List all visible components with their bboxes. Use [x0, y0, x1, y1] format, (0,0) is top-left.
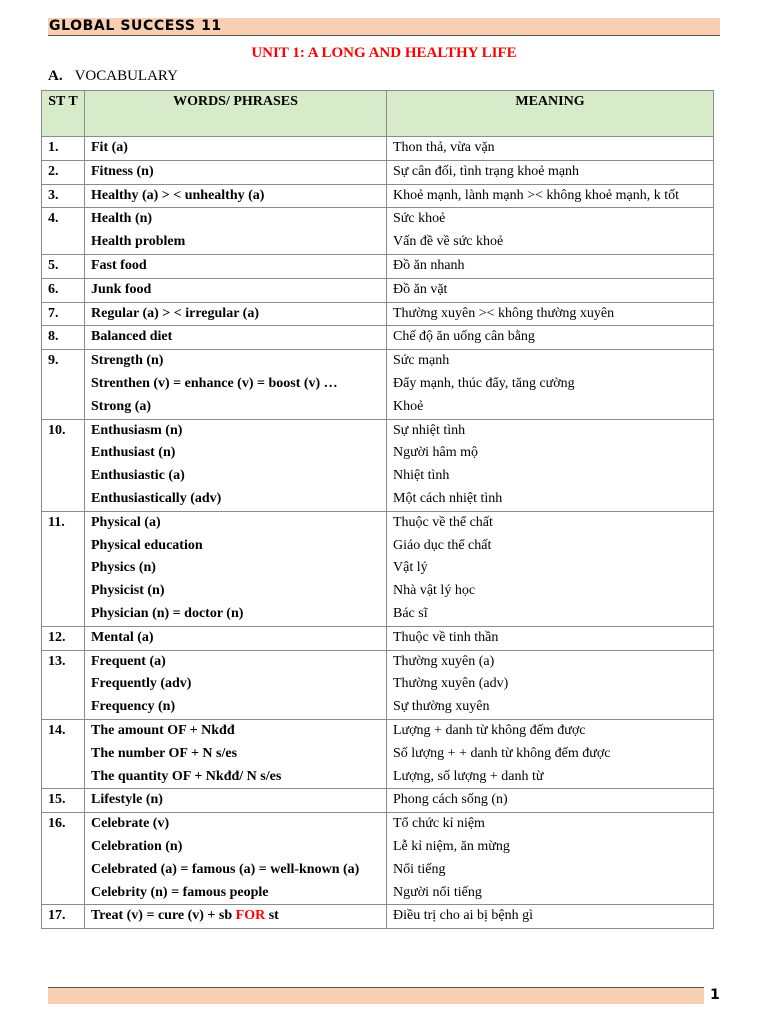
word-line: Physicist (n) — [91, 583, 165, 599]
row-meaning — [387, 326, 714, 350]
table-header-row — [42, 91, 714, 137]
section-letter: A. — [48, 68, 63, 84]
row-number: 12. — [42, 626, 85, 650]
row-number: 10. — [42, 419, 85, 511]
row-number: 6. — [42, 278, 85, 302]
word-line: Health problem — [91, 234, 186, 250]
meaning-line: Nhà vật lý học — [393, 583, 476, 599]
word-line: Celebrity (n) = famous people — [91, 884, 269, 900]
table-row — [42, 278, 714, 302]
word-line: Physics (n) — [91, 560, 156, 576]
row-number: 17. — [42, 905, 85, 929]
meaning-line: Giáo dục thể chất — [393, 537, 492, 553]
word-line: Celebrated (a) = famous (a) = well-known (a) — [91, 861, 360, 877]
meaning-line: Lễ kỉ niệm, ăn mừng — [393, 838, 510, 854]
row-number: 8. — [42, 326, 85, 350]
row-number: 2. — [42, 160, 85, 184]
meaning-line: Sự thường xuyên — [393, 699, 490, 715]
vocabulary-table — [41, 90, 714, 929]
meaning-line: Nhiệt tình — [393, 468, 450, 484]
row-number: 9. — [42, 350, 85, 419]
row-words — [85, 626, 387, 650]
row-meaning — [387, 350, 714, 419]
word-line: The amount OF + Nkđđ — [91, 722, 235, 738]
row-words — [85, 302, 387, 326]
word-line: Lifestyle (n) — [91, 792, 163, 808]
table-row — [42, 302, 714, 326]
table-row — [42, 160, 714, 184]
meaning-line: Nổi tiếng — [393, 861, 446, 877]
row-number: 16. — [42, 813, 85, 905]
meaning-line: Đồ ăn vặt — [393, 281, 448, 297]
word-line: Balanced diet — [91, 329, 173, 345]
row-meaning — [387, 254, 714, 278]
meaning-line: Số lượng + + danh từ không đếm được — [393, 745, 611, 761]
row-number: 7. — [42, 302, 85, 326]
meaning-line: Người nổi tiếng — [393, 884, 482, 900]
table-row — [42, 789, 714, 813]
meaning-line: Phong cách sống (n) — [393, 792, 508, 808]
row-meaning — [387, 626, 714, 650]
row-words — [85, 511, 387, 626]
row-number: 14. — [42, 719, 85, 788]
header-title: GLOBAL SUCCESS 11 — [49, 18, 222, 34]
row-number: 13. — [42, 650, 85, 719]
meaning-line: Bác sĩ — [393, 605, 428, 621]
meaning-line: Đồ ăn nhanh — [393, 257, 465, 273]
meaning-line: Sự nhiệt tình — [393, 422, 466, 438]
row-meaning — [387, 719, 714, 788]
row-number: 11. — [42, 511, 85, 626]
row-number: 4. — [42, 208, 85, 255]
unit-title: UNIT 1: A LONG AND HEALTHY LIFE — [251, 45, 517, 61]
row-meaning — [387, 137, 714, 161]
row-number: 15. — [42, 789, 85, 813]
row-words — [85, 278, 387, 302]
row-meaning — [387, 184, 714, 208]
word-line: Fit (a) — [91, 140, 128, 155]
meaning-line: Chế độ ăn uống cân bằng — [393, 329, 535, 345]
row-words — [85, 813, 387, 905]
word-text: Treat (v) = cure (v) + sb — [91, 908, 236, 924]
footer-band — [48, 987, 704, 1004]
row-words — [85, 208, 387, 255]
word-line: Frequent (a) — [91, 653, 166, 669]
section-label: VOCABULARY — [74, 68, 178, 84]
word-line: Healthy (a) > < unhealthy (a) — [91, 187, 265, 203]
table-row — [42, 419, 714, 511]
word-line: Physical education — [91, 537, 203, 553]
table-row — [42, 137, 714, 161]
meaning-line: Thuộc về tinh thần — [393, 629, 499, 645]
row-words — [85, 137, 387, 161]
row-meaning: Điều trị cho ai bị bệnh gì — [387, 905, 714, 929]
row-meaning — [387, 278, 714, 302]
header-meaning: MEANING — [387, 91, 714, 137]
meaning-line: Thường xuyên >< không thường xuyên — [393, 305, 615, 321]
word-highlight: FOR — [235, 908, 266, 924]
table-row — [42, 184, 714, 208]
meaning-line: Đẩy mạnh, thúc đẩy, tăng cường — [393, 375, 575, 391]
row-meaning — [387, 302, 714, 326]
section-heading — [48, 67, 178, 85]
word-line: Strength (n) — [91, 353, 164, 369]
word-line: Frequently (adv) — [91, 676, 192, 692]
word-line: Physician (n) = doctor (n) — [91, 605, 244, 621]
word-line: Regular (a) > < irregular (a) — [91, 305, 259, 321]
row-words — [85, 350, 387, 419]
row-words — [85, 254, 387, 278]
word-line: The number OF + N s/es — [91, 745, 238, 761]
meaning-line: Thường xuyên (adv) — [393, 676, 509, 692]
row-words — [85, 160, 387, 184]
word-line: Fitness (n) — [91, 163, 154, 179]
page-number: 1 — [710, 987, 720, 1003]
row-meaning — [387, 419, 714, 511]
row-words — [85, 905, 387, 929]
meaning-line: Sức khoẻ — [393, 211, 446, 227]
meaning-line: Thường xuyên (a) — [393, 653, 495, 669]
table-row — [42, 813, 714, 905]
table-row — [42, 326, 714, 350]
word-line: Health (n) — [91, 211, 153, 227]
table-row — [42, 350, 714, 419]
row-meaning — [387, 650, 714, 719]
meaning-line: Thon thả, vừa vặn — [393, 140, 495, 155]
meaning-line: Tổ chức kỉ niệm — [393, 816, 485, 832]
header-stt: ST T — [42, 91, 85, 137]
table-row — [42, 254, 714, 278]
table-row — [42, 208, 714, 255]
word-line: Frequency (n) — [91, 699, 176, 715]
word-line: Strenthen (v) = enhance (v) = boost (v) … — [91, 375, 338, 391]
word-line: The quantity OF + Nkđđ/ N s/es — [91, 768, 282, 784]
row-words — [85, 326, 387, 350]
meaning-line: Người hâm mộ — [393, 445, 478, 461]
row-number: 5. — [42, 254, 85, 278]
table-row — [42, 650, 714, 719]
header-words: WORDS/ PHRASES — [85, 91, 387, 137]
word-line: Mental (a) — [91, 629, 154, 645]
meaning-line: Lượng, số lượng + danh từ — [393, 768, 544, 784]
row-number: 1. — [42, 137, 85, 161]
meaning-line: Sự cân đối, tình trạng khoẻ mạnh — [393, 163, 580, 179]
word-line: Enthusiast (n) — [91, 445, 176, 461]
table-row — [42, 626, 714, 650]
row-words — [85, 184, 387, 208]
meaning-line: Sức mạnh — [393, 353, 450, 369]
word-line: Enthusiastic (a) — [91, 468, 185, 484]
meaning-line: Vấn đề về sức khoẻ — [393, 234, 504, 250]
table-row — [42, 905, 714, 929]
row-meaning — [387, 813, 714, 905]
row-words — [85, 789, 387, 813]
word-line: Physical (a) — [91, 514, 161, 530]
meaning-line: Vật lý — [393, 560, 428, 576]
row-meaning — [387, 160, 714, 184]
table-row — [42, 511, 714, 626]
meaning-line: Khoẻ — [393, 398, 424, 414]
word-line: Celebrate (v) — [91, 816, 170, 832]
row-meaning — [387, 208, 714, 255]
word-line: Enthusiastically (adv) — [91, 490, 222, 506]
row-words — [85, 419, 387, 511]
table-body — [42, 137, 714, 929]
word-line: Enthusiasm (n) — [91, 422, 183, 438]
meaning-line: Một cách nhiệt tình — [393, 490, 503, 506]
row-words — [85, 719, 387, 788]
row-words — [85, 650, 387, 719]
row-meaning — [387, 511, 714, 626]
word-line: Fast food — [91, 257, 147, 273]
meaning-line: Khoẻ mạnh, lành mạnh >< không khoẻ mạnh, k tốt — [393, 187, 680, 203]
meaning-line: Lượng + danh từ không đếm được — [393, 722, 586, 738]
word-line: Strong (a) — [91, 398, 152, 414]
row-meaning — [387, 789, 714, 813]
word-line: Junk food — [91, 281, 152, 297]
row-number: 3. — [42, 184, 85, 208]
word-text: st — [265, 908, 279, 924]
meaning-line: Thuộc về thể chất — [393, 514, 493, 530]
word-line: Celebration (n) — [91, 838, 183, 854]
table-row — [42, 719, 714, 788]
